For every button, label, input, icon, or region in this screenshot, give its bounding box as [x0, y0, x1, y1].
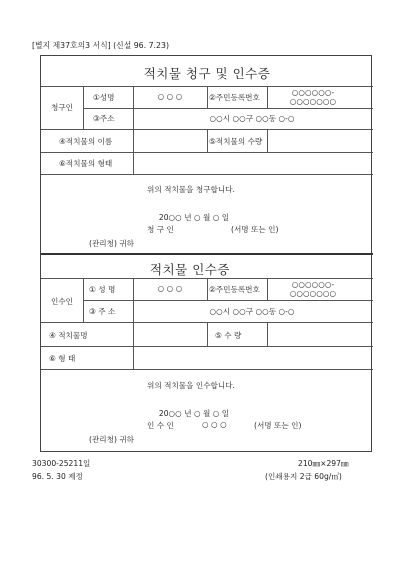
divider: [133, 86, 134, 174]
receipt-statement: 위의 적치물을 인수합니다.: [147, 381, 235, 390]
request-title: 적치물 청구 및 인수증: [143, 66, 271, 81]
divider: [83, 278, 84, 322]
form-frame: [40, 55, 372, 452]
request-address-label: ③주소: [93, 114, 115, 123]
receipt-item-label: ④ 적치물명: [49, 331, 88, 340]
receipt-rrn-value-2: ○○○○○○○: [289, 289, 337, 298]
receipt-rrn-label: ②주민등록번호: [209, 285, 260, 294]
divider: [83, 86, 84, 129]
receipt-name-value: ○ ○ ○: [157, 284, 183, 293]
divider: [267, 129, 268, 152]
divider: [207, 129, 208, 152]
quantity-label: ⑤적치물의 수량: [209, 137, 263, 146]
divider: [83, 300, 373, 301]
divider: [207, 278, 208, 300]
receiver-label: 인수인: [50, 297, 74, 306]
request-rrn-label: ②주민등록번호: [209, 93, 260, 102]
divider: [267, 278, 268, 300]
receipt-rrn-value-1: ○○○○○○-: [291, 280, 335, 289]
request-name-value: ○ ○ ○: [157, 92, 183, 101]
request-sign-note: (서명 또는 인): [231, 225, 279, 234]
request-address-value: ○○시 ○○구 ○○동 ○-○: [209, 114, 295, 123]
paper-spec: (인쇄용지 2급 60g/㎡): [265, 472, 342, 481]
section-divider: [41, 253, 373, 255]
request-date: 20○○ 년 ○ 월 ○ 일: [158, 213, 230, 222]
divider: [83, 108, 373, 109]
receipt-form-label: ⑥ 형 태: [49, 354, 76, 363]
enactment-date: 96. 5. 30 제정: [32, 472, 83, 481]
receipt-address-label: ③ 주 소: [89, 307, 116, 316]
item-name-label: ④적치물의 이름: [59, 137, 113, 146]
request-rrn-value-1: ○○○○○○-: [291, 88, 335, 97]
divider: [41, 174, 373, 175]
request-rrn-value-2: ○○○○○○○: [289, 97, 337, 106]
receipt-signer-label: 인 수 인: [147, 421, 174, 430]
divider: [41, 346, 373, 347]
receipt-sign-note: (서명 또는 인): [254, 421, 302, 430]
request-statement: 위의 적치물을 청구합니다.: [147, 185, 235, 194]
receipt-signer-name: ○ ○ ○: [202, 420, 227, 429]
divider: [41, 369, 373, 370]
divider: [41, 152, 373, 153]
form-code: 30300-25211일: [32, 459, 91, 468]
receipt-title: 적치물 인수증: [150, 262, 230, 277]
divider: [267, 86, 268, 108]
divider: [267, 322, 268, 346]
item-form-label: ⑥적치물의 형태: [59, 159, 113, 168]
request-signer-label: 청 구 인: [147, 225, 174, 234]
divider: [207, 322, 208, 346]
paper-size: 210㎜×297㎜: [298, 459, 349, 468]
receipt-address-value: ○○시 ○○구 ○○동 ○-○: [209, 307, 295, 316]
receipt-addressee: (관리청) 귀하: [89, 435, 135, 444]
divider: [207, 86, 208, 108]
divider: [133, 278, 134, 369]
receipt-quantity-label: ⑤ 수 량: [215, 331, 242, 340]
request-name-label: ①성명: [93, 93, 115, 102]
requester-label: 청구인: [50, 103, 74, 112]
receipt-date: 20○○ 년 ○ 월 ○ 일: [158, 409, 230, 418]
receipt-name-label: ① 성 명: [89, 285, 116, 294]
request-addressee: (관리청) 귀하: [89, 239, 135, 248]
form-reference: [별지 제37호의3 서식] (신설 96. 7.23): [32, 41, 169, 50]
